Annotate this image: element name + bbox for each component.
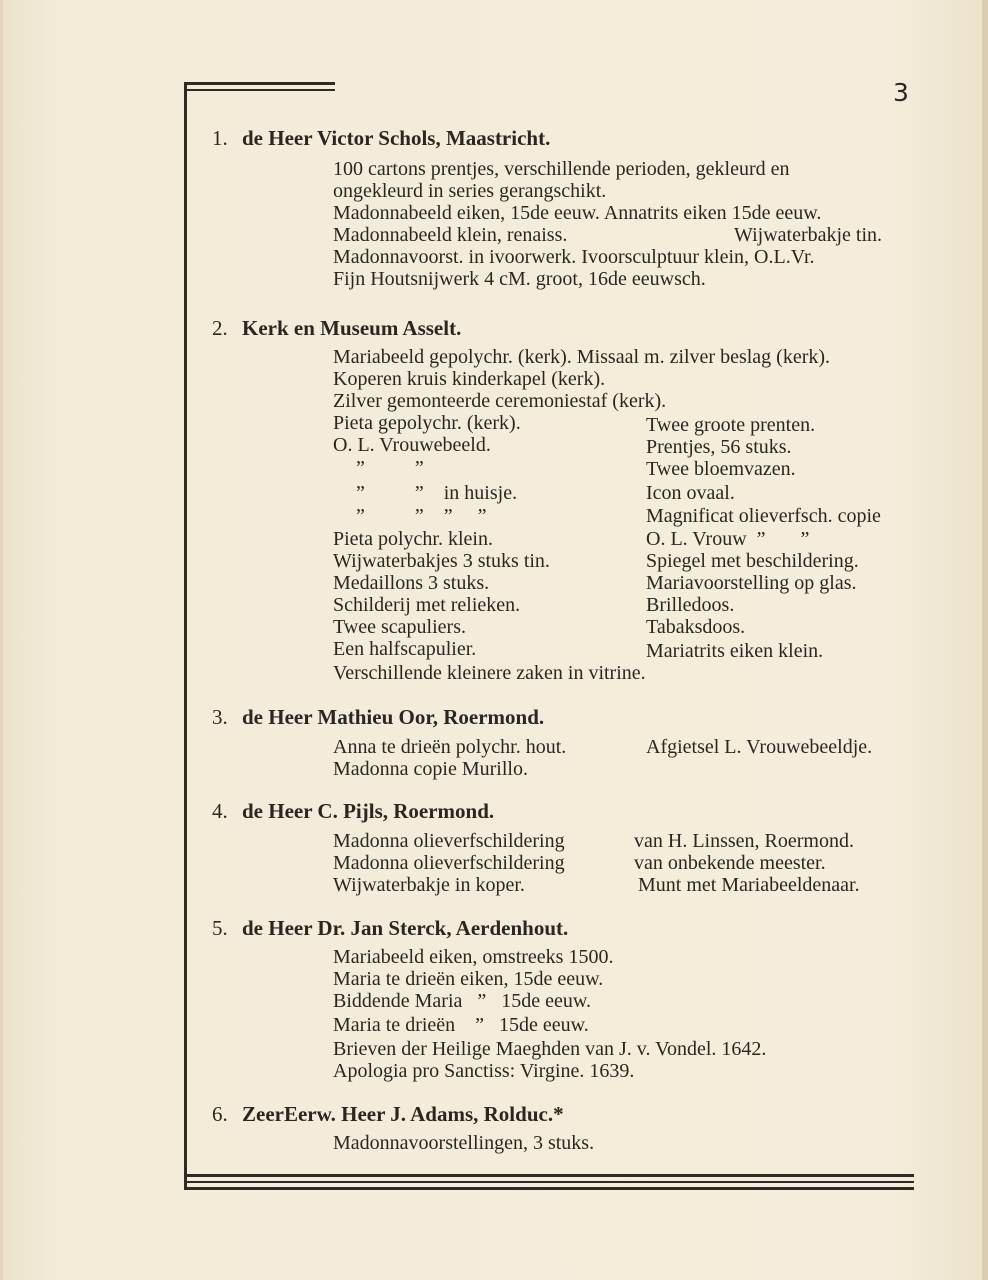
entry-name: de Heer Mathieu Oor, Roermond. bbox=[242, 705, 545, 729]
entry-2-right-item: Mariavoorstelling op glas. bbox=[646, 572, 857, 594]
entry-3-left-item: Madonna copie Murillo. bbox=[333, 758, 528, 780]
entry-name: de Heer Dr. Jan Sterck, Aerdenhout. bbox=[242, 916, 569, 940]
entry-4-left-item: Madonna olieverfschildering bbox=[333, 830, 565, 852]
entry-2-left-item: Medaillons 3 stuks. bbox=[333, 572, 490, 594]
entry-2-right-item: Tabaksdoos. bbox=[646, 616, 746, 638]
entry-2-left-item: Een halfscapulier. bbox=[333, 638, 477, 660]
entry-1-line: Madonnavoorst. in ivoorwerk. Ivoorsculptuur klein, O.L.Vr. bbox=[333, 246, 815, 268]
page-number: 3 bbox=[893, 78, 909, 107]
entry-number: 6. bbox=[212, 1102, 228, 1126]
entry-2-right-item: Icon ovaal. bbox=[646, 482, 735, 504]
entry-2-right-item: Magnificat olieverfsch. copie bbox=[646, 505, 881, 527]
entry-2-left-item: Schilderij met relieken. bbox=[333, 594, 521, 616]
entry-2-left-item: Twee scapuliers. bbox=[333, 616, 466, 638]
left-rule bbox=[184, 82, 187, 1190]
entry-4-left-item: Madonna olieverfschildering bbox=[333, 852, 565, 874]
top-rule-thick bbox=[187, 82, 335, 85]
entry-name: de Heer C. Pijls, Roermond. bbox=[242, 799, 495, 823]
entry-number: 4. bbox=[212, 799, 228, 823]
entry-2-left-item: O. L. Vrouwebeeld. bbox=[333, 434, 491, 456]
entry-3-right-item: Afgietsel L. Vrouwebeeldje. bbox=[646, 736, 873, 758]
entry-1-line: 100 cartons prentjes, verschillende perioden, gekleurd en bbox=[333, 158, 790, 180]
entry-2-line: Koperen kruis kinderkapel (kerk). bbox=[333, 368, 606, 390]
entry-1-line: Madonnabeeld eiken, 15de eeuw. Annatrits eiken 15de eeuw. bbox=[333, 202, 822, 224]
entry-name: de Heer Victor Schols, Maastricht. bbox=[242, 126, 551, 150]
entry-5-line: Biddende Maria ” 15de eeuw. bbox=[333, 990, 592, 1012]
entry-2-right-item: Twee groote prenten. bbox=[646, 414, 816, 436]
entry-1-line: Wijwaterbakje tin. bbox=[734, 224, 883, 246]
entry-2-right-item: Mariatrits eiken klein. bbox=[646, 640, 824, 662]
entry-2-left-item: ” ” ” ” bbox=[356, 505, 487, 527]
entry-3-left-item: Anna te drieën polychr. hout. bbox=[333, 736, 567, 758]
entry-1-line: Madonnabeeld klein, renaiss. bbox=[333, 224, 568, 246]
bottom-rule-1 bbox=[184, 1174, 914, 1177]
entry-2-right-item: Twee bloemvazen. bbox=[646, 458, 796, 480]
entry-4-right-item: van onbekende meester. bbox=[634, 852, 826, 874]
entry-4-left-item: Wijwaterbakje in koper. bbox=[333, 874, 525, 896]
entry-2-right-item: Spiegel met beschildering. bbox=[646, 550, 859, 572]
entry-5-line: Apologia pro Sanctiss: Virgine. 1639. bbox=[333, 1060, 635, 1082]
entry-number: 1. bbox=[212, 126, 228, 150]
entry-name: Kerk en Museum Asselt. bbox=[242, 316, 462, 340]
entry-2-left-item: ” ” in huisje. bbox=[356, 482, 518, 504]
bottom-rule-2 bbox=[184, 1181, 914, 1183]
entry-5-line: Mariabeeld eiken, omstreeks 1500. bbox=[333, 946, 614, 968]
entry-name: ZeerEerw. Heer J. Adams, Rolduc.* bbox=[242, 1102, 564, 1126]
entry-1-line: Fijn Houtsnijwerk 4 cM. groot, 16de eeuwsch. bbox=[333, 268, 706, 290]
entry-number: 2. bbox=[212, 316, 228, 340]
entry-number: 3. bbox=[212, 705, 228, 729]
entry-2-right-item: O. L. Vrouw ” ” bbox=[646, 528, 810, 550]
page-right-edge bbox=[982, 0, 988, 1280]
entry-4-right-item: Munt met Mariabeeldenaar. bbox=[638, 874, 860, 896]
entry-2-left-item: Pieta gepolychr. (kerk). bbox=[333, 412, 521, 434]
entry-2-line: Zilver gemonteerde ceremoniestaf (kerk). bbox=[333, 390, 667, 412]
bottom-rule-3 bbox=[184, 1187, 914, 1190]
entry-4-right-item: van H. Linssen, Roermond. bbox=[634, 830, 854, 852]
top-rule-thin bbox=[187, 89, 335, 91]
entry-2-left-item: Pieta polychr. klein. bbox=[333, 528, 493, 550]
entry-2-left-item: Wijwaterbakjes 3 stuks tin. bbox=[333, 550, 550, 572]
entry-5-line: Maria te drieën eiken, 15de eeuw. bbox=[333, 968, 604, 990]
entry-5-line: Brieven der Heilige Maeghden van J. v. Vondel. 1642. bbox=[333, 1038, 767, 1060]
entry-1-line: ongekleurd in series gerangschikt. bbox=[333, 180, 607, 202]
entry-number: 5. bbox=[212, 916, 228, 940]
entry-6-line: Madonnavoorstellingen, 3 stuks. bbox=[333, 1132, 595, 1154]
entry-2-line: Mariabeeld gepolychr. (kerk). Missaal m. zilver beslag (kerk). bbox=[333, 346, 831, 368]
page-left-edge bbox=[0, 0, 3, 1280]
entry-5-line: Maria te drieën ” 15de eeuw. bbox=[333, 1014, 589, 1036]
entry-2-right-item: Brilledoos. bbox=[646, 594, 735, 616]
entry-2-right-item: Prentjes, 56 stuks. bbox=[646, 436, 792, 458]
entry-2-closing-line: Verschillende kleinere zaken in vitrine. bbox=[333, 662, 646, 684]
entry-2-left-item: ” ” bbox=[356, 457, 424, 479]
